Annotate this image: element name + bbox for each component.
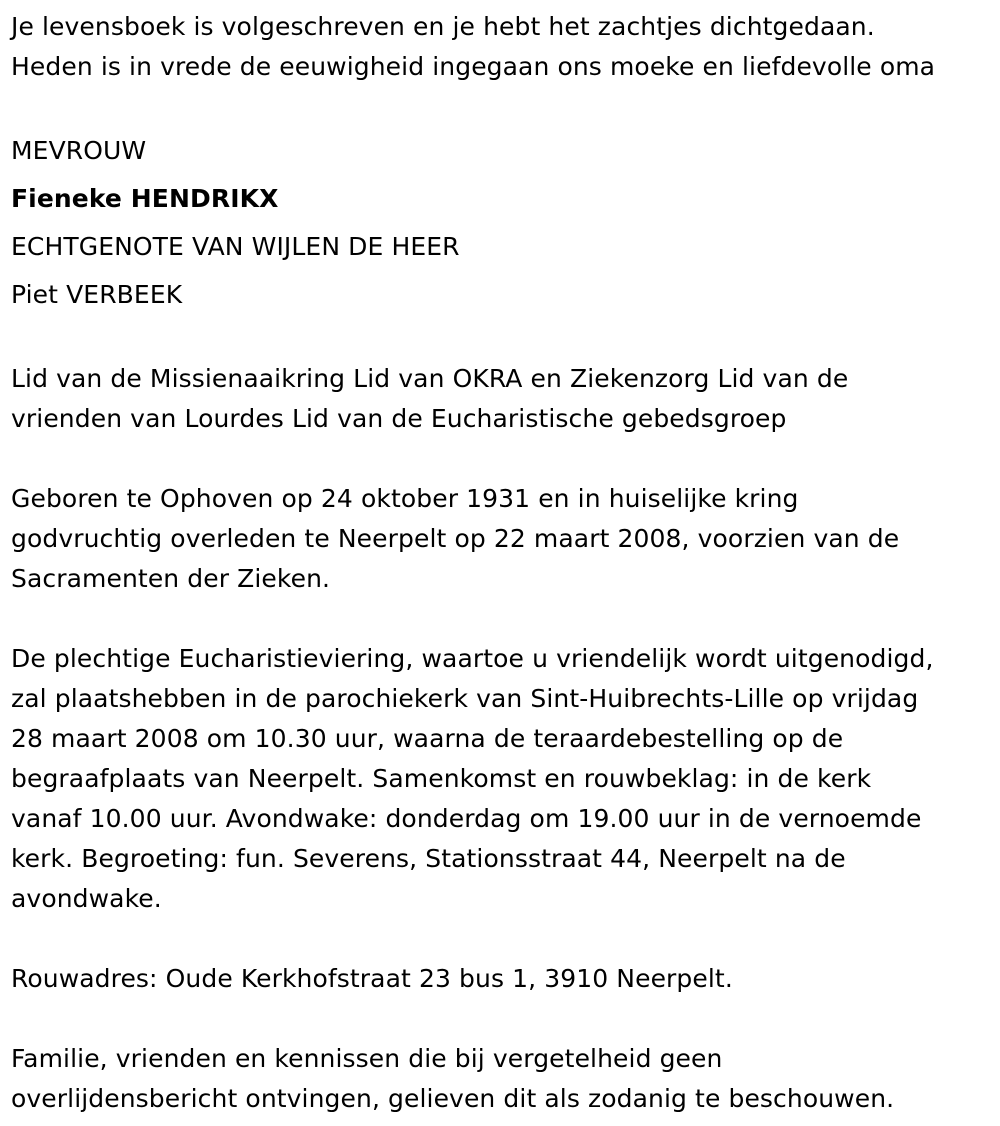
ceremony-line: zal plaatshebben in de parochiekerk van Sint-Huibrechts-Lille op vrijdag	[11, 684, 919, 713]
obituary-document	[11, 7, 996, 1119]
memberships-paragraph	[11, 359, 996, 439]
intro-paragraph	[11, 7, 996, 87]
paragraph-spacer	[11, 439, 996, 479]
memberships-line: vrienden van Lourdes Lid van de Eucharistische gebedsgroep	[11, 404, 787, 433]
ceremony-line: kerk. Begroeting: fun. Severens, Stationsstraat 44, Neerpelt na de	[11, 844, 846, 873]
birth-death-line: Geboren te Ophoven op 24 oktober 1931 en in huiselijke kring	[11, 484, 799, 513]
deceased-block	[11, 127, 996, 319]
address-paragraph	[11, 959, 996, 999]
memberships-line: Lid van de Missienaaikring Lid van OKRA en Ziekenzorg Lid van de	[11, 364, 849, 393]
ceremony-line: De plechtige Eucharistieviering, waartoe u vriendelijk wordt uitgenodigd,	[11, 644, 934, 673]
deceased-name: Fieneke HENDRIKX	[11, 184, 279, 213]
paragraph-spacer	[11, 319, 996, 359]
ceremony-line: 28 maart 2008 om 10.30 uur, waarna de teraardebestelling op de	[11, 724, 844, 753]
birth-death-line: Sacramenten der Zieken.	[11, 564, 331, 593]
ceremony-line: avondwake.	[11, 884, 162, 913]
spouse-name: Piet VERBEEK	[11, 280, 183, 309]
closing-line: overlijdensbericht ontvingen, gelieven dit als zodanig te beschouwen.	[11, 1084, 895, 1113]
paragraph-spacer	[11, 87, 996, 127]
birth-death-paragraph	[11, 479, 996, 599]
ceremony-line: vanaf 10.00 uur. Avondwake: donderdag om 19.00 uur in de vernoemde	[11, 804, 922, 833]
deceased-relation: ECHTGENOTE VAN WIJLEN DE HEER	[11, 232, 460, 261]
paragraph-spacer	[11, 999, 996, 1039]
paragraph-spacer	[11, 919, 996, 959]
closing-paragraph	[11, 1039, 996, 1119]
intro-line: Heden is in vrede de eeuwigheid ingegaan ons moeke en liefdevolle oma	[11, 52, 936, 81]
ceremony-paragraph	[11, 639, 996, 919]
intro-line: Je levensboek is volgeschreven en je hebt het zachtjes dichtgedaan.	[11, 12, 875, 41]
deceased-title: MEVROUW	[11, 136, 147, 165]
paragraph-spacer	[11, 599, 996, 639]
ceremony-line: begraafplaats van Neerpelt. Samenkomst en rouwbeklag: in de kerk	[11, 764, 872, 793]
closing-line: Familie, vrienden en kennissen die bij vergetelheid geen	[11, 1044, 723, 1073]
birth-death-line: godvruchtig overleden te Neerpelt op 22 maart 2008, voorzien van de	[11, 524, 900, 553]
mourning-address: Rouwadres: Oude Kerkhofstraat 23 bus 1, 3910 Neerpelt.	[11, 964, 733, 993]
